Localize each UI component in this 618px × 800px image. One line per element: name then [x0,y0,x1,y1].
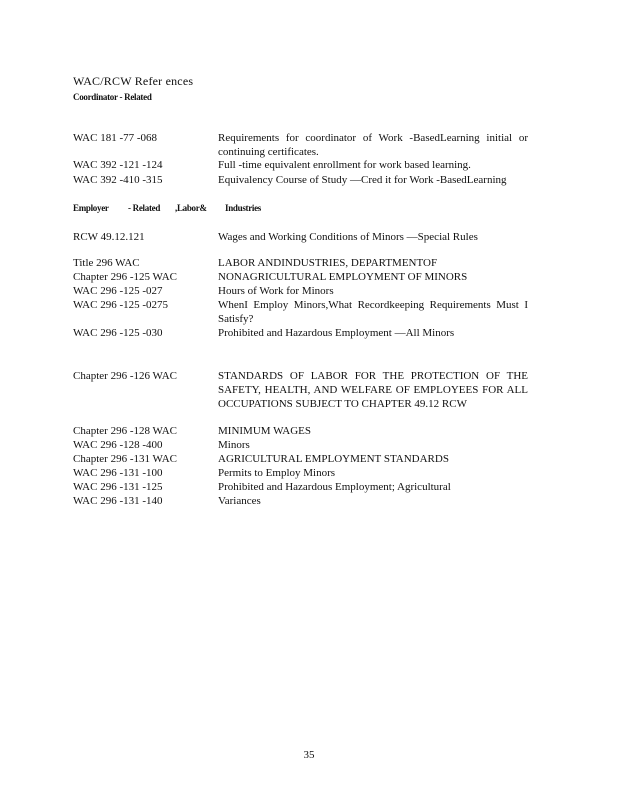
ref-description: Hours of Work for Minors [218,285,334,297]
ref-code: WAC 296 -125 -0275 [73,299,169,311]
ref-description: Minors [218,439,250,451]
ref-code: WAC 392 -410 -315 [73,174,163,186]
section-heading-employer-part: Industries [225,203,262,213]
ref-code: Title 296 WAC [73,257,140,269]
page-title: WAC/RCW Refer ences [73,74,194,88]
ref-description: NONAGRICULTURAL EMPLOYMENT OF MINORS [218,271,468,283]
section-heading-coordinator: Coordinator - Related [73,92,152,102]
ref-code: Chapter 296 -131 WAC [73,453,177,465]
ref-code: WAC 296 -131 -125 [73,481,163,493]
ref-description: WhenI Employ Minors,What Recordkeeping Requirements Must I Satisfy? [218,299,528,325]
ref-code: WAC 296 -125 -030 [73,327,163,339]
ref-code: RCW 49.12.121 [73,231,145,243]
ref-description: Prohibited and Hazardous Employment; Agricultural [218,481,451,493]
ref-code: WAC 296 -131 -140 [73,495,163,507]
ref-description: MINIMUM WAGES [218,425,311,437]
section-heading-employer-part: ,Labor& [175,203,207,213]
ref-code: WAC 296 -128 -400 [73,439,163,451]
ref-description: LABOR ANDINDUSTRIES, DEPARTMENTOF [218,257,438,269]
ref-code: WAC 181 -77 -068 [73,132,158,144]
ref-description: AGRICULTURAL EMPLOYMENT STANDARDS [218,453,449,465]
ref-description: Full -time equivalent enrollment for work based learning. [218,159,471,171]
ref-code: WAC 296 -131 -100 [73,467,163,479]
ref-description: Wages and Working Conditions of Minors —Special Rules [218,231,478,243]
ref-description: Requirements for coordinator of Work -BasedLearning initial or continuing certificates. [218,132,528,158]
ref-description: Equivalency Course of Study —Cred it for Work -BasedLearning [218,174,507,186]
ref-code: Chapter 296 -128 WAC [73,425,177,437]
section-heading-employer: Employer [73,203,109,213]
ref-code: Chapter 296 -125 WAC [73,271,177,283]
ref-code: WAC 296 -125 -027 [73,285,163,297]
ref-description: Permits to Employ Minors [218,467,336,479]
ref-description: STANDARDS OF LABOR FOR THE PROTECTION OF THE SAFETY, HEALTH, AND WELFARE OF EMPLOYEES FOR ALL OCCUPATIONS SUBJECT TO CHAPTER 49.12 RCW [218,370,528,410]
ref-description: Prohibited and Hazardous Employment —All Minors [218,327,455,339]
ref-code: Chapter 296 -126 WAC [73,370,177,382]
ref-description: Variances [218,495,261,507]
ref-code: WAC 392 -121 -124 [73,159,163,171]
section-heading-employer-part: - Related [128,203,161,213]
page-number: 35 [303,749,315,761]
